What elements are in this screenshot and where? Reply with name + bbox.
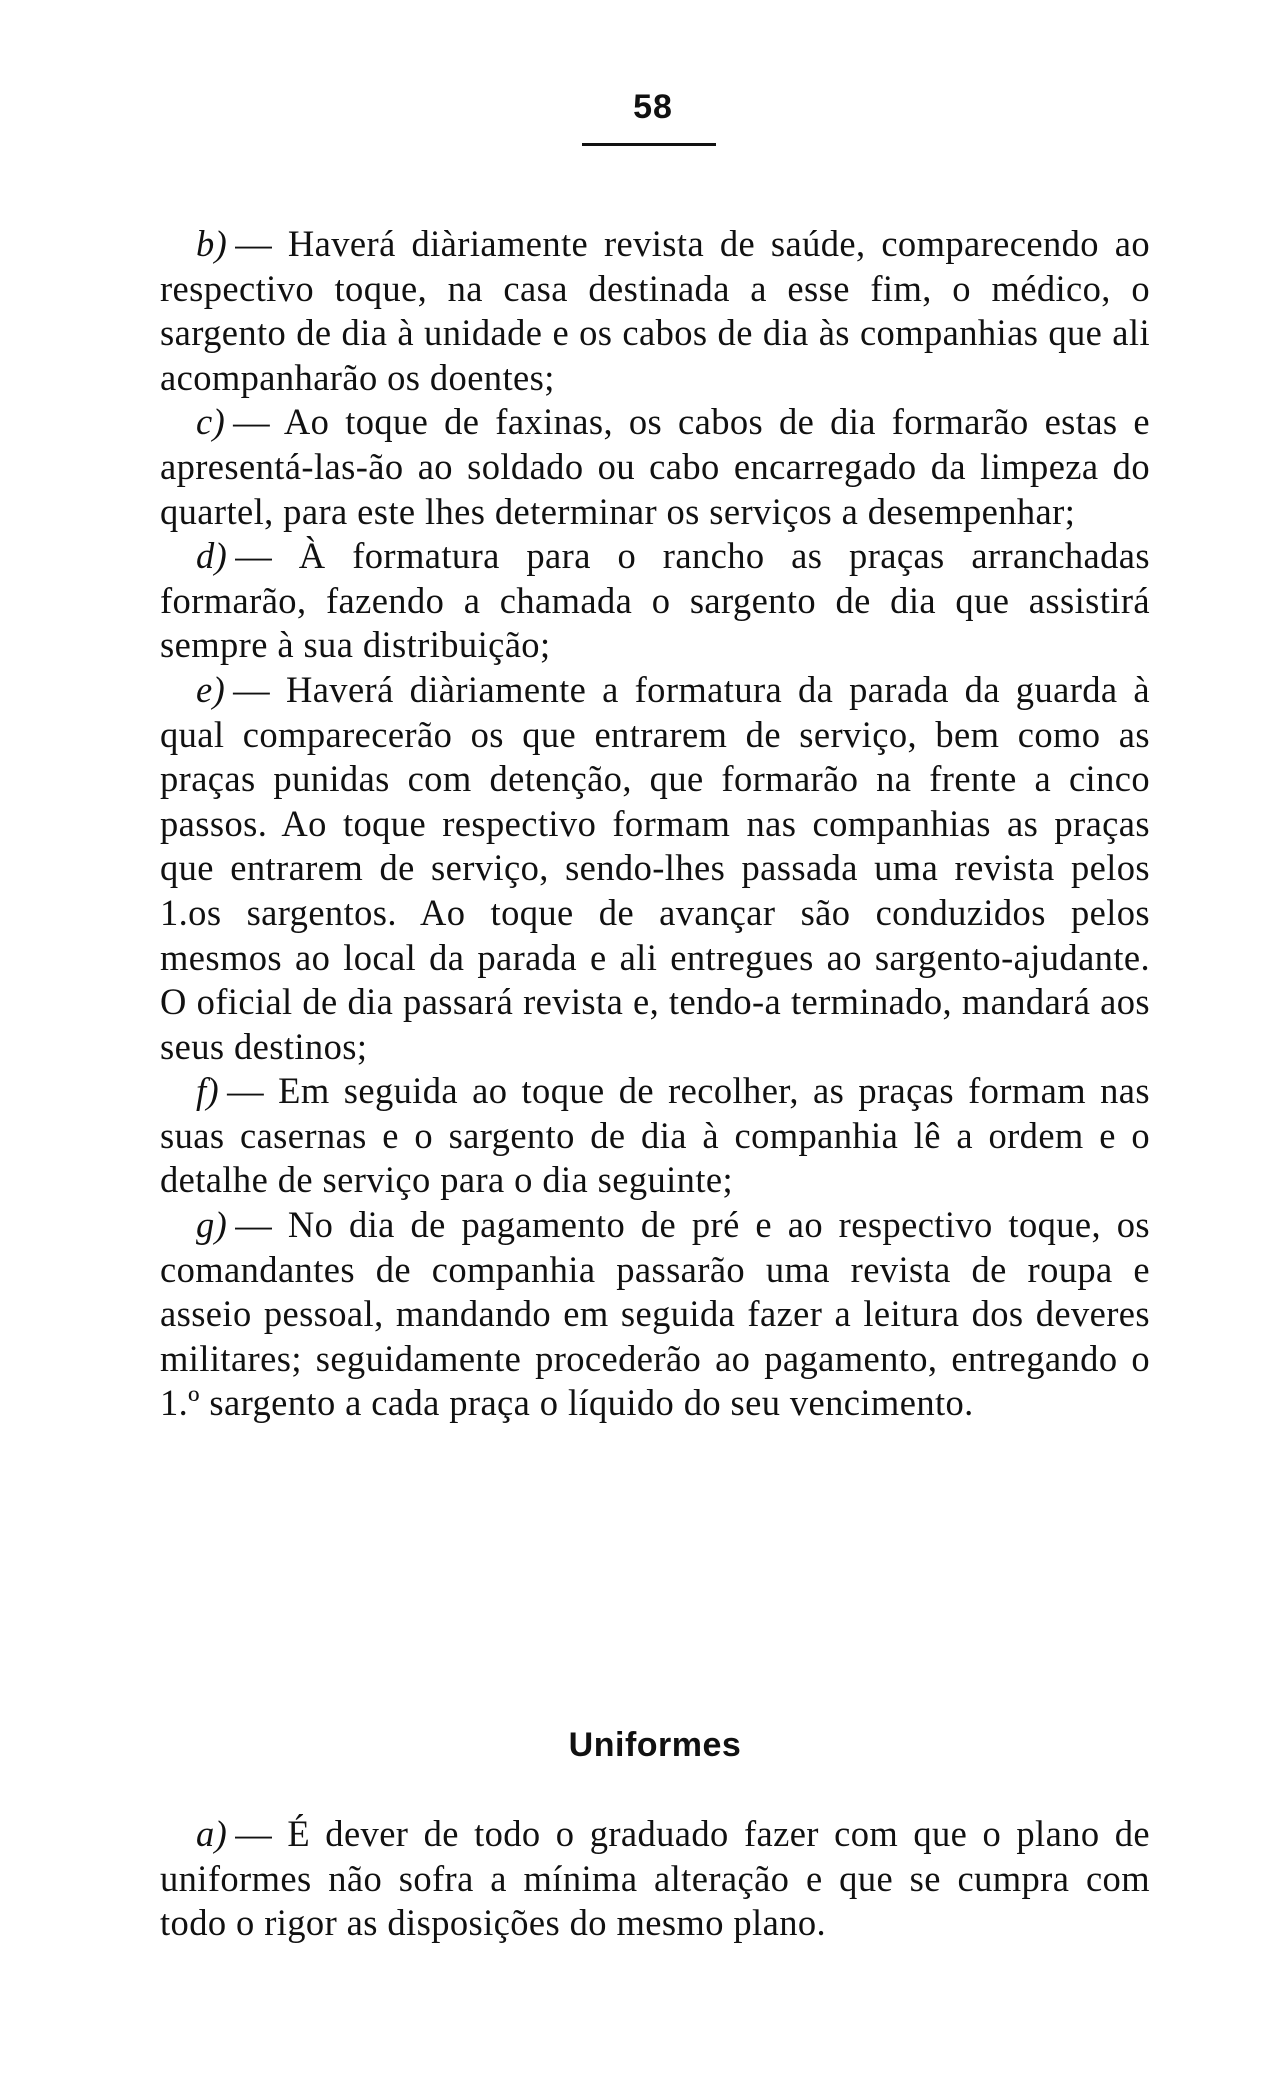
item-text: — Haverá diàriamente a formatura da parada da guarda à qual comparecerão os que entrarem de serviço, bem como as praças punidas com detenção, que formarão na frente a cinco passos. Ao toque respectivo formam nas companhias as praças que entrarem de serviço, sendo-lhes passada uma revista pelos 1.os sargentos. Ao toque de avançar são conduzidos pelos mesmos ao local da parada e ali entregues ao sargento-ajudante. O oficial de dia passará revista e, tendo-a terminado, mandará aos seus destinos;: [160, 668, 1150, 1067]
uniformes-items: [160, 1812, 1150, 1946]
item-text: — À formatura para o rancho as praças arranchadas formarão, fazendo a chamada o sargento de dia que assistirá sempre à sua distribuição;: [160, 535, 1150, 666]
paragraph-item-c: [160, 400, 1150, 534]
item-label: g): [196, 1204, 228, 1246]
item-text: — É dever de todo o graduado fazer com que o plano de uniformes não sofra a mínima alteração e que se cumpra com todo o rigor as disposições do mesmo plano.: [160, 1813, 1150, 1944]
item-text: — No dia de pagamento de pré e ao respectivo toque, os comandantes de companhia passarão uma revista de roupa e asseio pessoal, mandando em seguida fazer a leitura dos deveres militares; seguidamente procederão ao pagamento, entregando o 1.º sargento a cada praça o líquido do seu vencimento.: [160, 1204, 1150, 1424]
paragraph-item-g: [160, 1203, 1150, 1426]
paragraph-item-b: [160, 222, 1150, 400]
item-label: f): [196, 1070, 220, 1112]
item-text: — Em seguida ao toque de recolher, as praças formam nas suas casernas e o sargento de dia à companhia lê a ordem e o detalhe de serviço para o dia seguinte;: [160, 1070, 1150, 1201]
item-text: — Ao toque de faxinas, os cabos de dia formarão estas e apresentá-las-ão ao soldado ou cabo encarregado da limpeza do quartel, para este lhes determinar os serviços a desempenhar;: [160, 401, 1150, 532]
paragraph-item-e: [160, 668, 1150, 1069]
item-text: — Haverá diàriamente revista de saúde, comparecendo ao respectivo toque, na casa destinada a esse fim, o médico, o sargento de dia à unidade e os cabos de dia às companhias que ali acompanharão os doentes;: [160, 223, 1150, 398]
item-label: a): [196, 1813, 228, 1854]
section-heading-uniformes: Uniformes: [568, 1726, 742, 1764]
item-label: b): [196, 223, 228, 264]
paragraph-item-d: [160, 534, 1150, 668]
paragraph-uniformes-item-a: [160, 1812, 1150, 1946]
item-label: c): [196, 401, 226, 443]
regulation-items: [160, 222, 1150, 1426]
item-label: e): [196, 668, 226, 710]
page-number: 58: [633, 88, 673, 126]
page-number-rule: [582, 143, 716, 146]
item-label: d): [196, 535, 228, 577]
paragraph-item-f: [160, 1069, 1150, 1203]
